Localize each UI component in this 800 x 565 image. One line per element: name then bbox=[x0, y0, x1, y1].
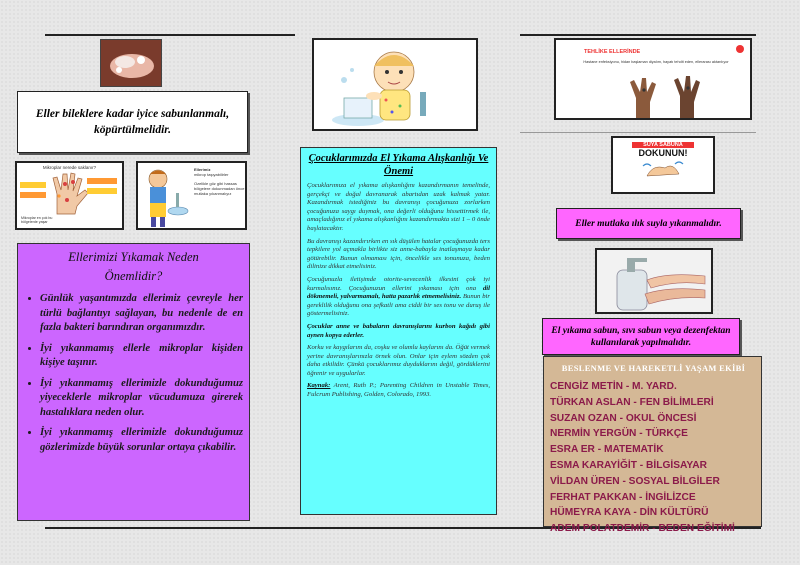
child-washing-illustration bbox=[312, 38, 478, 131]
center-title: Çocuklarımızda El Yıkama Alışkanlığı Ve Önemi bbox=[308, 153, 489, 177]
source-text: Arent, Ruth P.; Parenting Children in Unstable Times, Fulcrum Publishing, Golden, Colorado, 1993. bbox=[307, 382, 490, 399]
boy-thumb-line3: Ozelikle göz gibi hassas bölgelere dokunmadan önce mutlaka yıkanmalıyız bbox=[194, 181, 245, 196]
soap-type-callout bbox=[542, 318, 740, 355]
team-member: VİLDAN ÜREN - SOSYAL BİLGİLER bbox=[550, 475, 720, 487]
center-p4-bold: Çocuklar anne ve babaların davranışlarını kurbon kağıdı gibi aynen kopya ederler. bbox=[307, 322, 490, 339]
poster-title: TEHLİKE ELLERİNDE bbox=[584, 49, 641, 55]
wrist-soap-callout bbox=[17, 91, 248, 153]
warm-water-text: Eller mutlaka ılık suyla yıkanmalıdır. bbox=[575, 218, 722, 229]
danger-hands-poster bbox=[554, 38, 752, 120]
why-wash-panel bbox=[17, 243, 250, 521]
team-member: TÜRKAN ASLAN - FEN BİLİMLERİ bbox=[550, 396, 714, 408]
soap-dispenser-photo bbox=[595, 248, 713, 314]
team-member: SUZAN OZAN - OKUL ÖNCESİ bbox=[550, 412, 697, 424]
why-item: • Günlük yaşantımızda ellerimiz çevreyle her türlü bağlantıyı sağlayan, bu nedenle de en fazla bakteri barındıran organımızdır. bbox=[40, 292, 243, 336]
soap-type-text: El yıkama sabun, sıvı sabun veya dezenfektan kullanılarak yapılmalıdır. bbox=[551, 325, 731, 348]
why-item: • İyi yıkanmamış ellerimizle dokunduğumuz yiyeceklerle mikroplar vücudumuza girerek hastalıklara neden olur. bbox=[40, 377, 243, 421]
center-p3-bold: dil dökmemeli, yalvarmamalı, hatta pazarlık etmemelisiniz. bbox=[307, 284, 490, 301]
team-member: NERMİN YERGÜN - TÜRKÇE bbox=[550, 428, 688, 440]
center-p3-b: Bunun bir gereklilik olduğunu ona şefkatli ama ciddi bir ses tonu ve duruş ile göstermelisiniz. bbox=[307, 293, 491, 318]
center-paragraph: Korku ve kaygılarını da, coşku ve olumlu kaylarını da. Öğüt vermek yerine davranışlarınızla örnek olun. Onlar için eylem sözden çok daha etkilidir. Çünkü çocuklarımız duyduklarını değil, gördüklerini öğrenir ve uygularlar. bbox=[307, 344, 490, 377]
boy-thumb-text bbox=[194, 167, 246, 196]
boy-thumb-line2: mikrop taşıyabilirler bbox=[194, 172, 229, 177]
center-p3-a: Çocuğunuzla iletişimde otorite-sevecenlik ilkesini çok iyi kurmalısınız. Çocuğunuzun ellerini yıkaması için ona bbox=[307, 275, 490, 292]
warm-water-callout bbox=[556, 208, 741, 239]
center-paragraph: Bu davranışı kazandırırken en sık düşülen hatalar çocuğunuzda ters tepkilere yol açmakla birlikte siz anne-babayla inatlaşmaya kadar götürebilir. Bunun olmaması için, öncelikle ses tonunuza, beden dilinize dikkat etmelisiniz. bbox=[307, 237, 490, 271]
team-member: FERHAT PAKKAN - İNGİLİZCE bbox=[550, 491, 696, 503]
center-paragraph bbox=[307, 276, 490, 319]
source-label: Kaynak: bbox=[307, 382, 331, 390]
germ-hand-title: Mikroplar nerede saklanır? bbox=[42, 165, 97, 170]
team-member: ESMA KARAYİĞİT - BİLGİSAYAR bbox=[550, 459, 707, 471]
why-heading-line2: Önemlidir? bbox=[104, 269, 163, 283]
top-rule-left bbox=[45, 34, 295, 36]
team-member: ADEM POLATDEMİR - BEDEN EĞİTİMİ bbox=[550, 523, 735, 535]
poster-logo-icon bbox=[736, 45, 744, 53]
poster-text: Hastane enfeksiyonu, hidan başlaman diyalım, hayatı tehdit eden, ellerarası aktarılıyor bbox=[583, 60, 729, 64]
why-item: • İyi yıkanmamış ellerle mikroplar kişiden kişiye taşınır. bbox=[40, 342, 243, 371]
mid-rule-right bbox=[520, 132, 756, 133]
why-heading-line1: Ellerimizi Yıkamak Neden bbox=[68, 250, 199, 264]
wrist-soap-text: Eller bileklere kadar iyice sabunlanmalı, köpürtülmelidir. bbox=[35, 108, 230, 136]
why-item: • İyi yıkanmamış ellerimizle dokunduğumuz gözlerimizde büyük sorunlar ortaya çıkabilir. bbox=[40, 426, 243, 455]
germ-hand-caption: Mikroplar en çok bu bölgelerde yaşar bbox=[21, 216, 53, 224]
germ-hand-thumbnail bbox=[15, 161, 124, 230]
soap-sign bbox=[611, 136, 715, 194]
soap-hands-photo bbox=[100, 39, 162, 87]
team-member: HÜMEYRA KAYA - DİN KÜLTÜRÜ bbox=[550, 507, 709, 519]
center-source bbox=[307, 382, 490, 399]
team-member: ESRA ER - MATEMATİK bbox=[550, 444, 664, 456]
boy-washing-thumbnail bbox=[136, 161, 247, 230]
why-list bbox=[24, 292, 243, 455]
sign-line1: SUYA SABUNA bbox=[632, 142, 694, 148]
center-paragraph: Çocuklarımıza el yıkama alışkanlığını kazandırmanın temelinde, gerçekçi ve doğal davranarak abartıdan uzak kalmak yatar. Kazandırmak istediğiniz bu davranışı çocuğunuza zorlarken çocuğunuza saygı duymak, ona değerli olduğunu hissettirmek ile, amaçladığınız el yıkama alışkanlığını kazandırmakta sizi 1 – 0 önde başlatacaktır. bbox=[307, 182, 490, 232]
top-rule-right bbox=[520, 34, 756, 36]
center-paragraph bbox=[307, 323, 490, 340]
handwash-habit-panel bbox=[300, 147, 497, 515]
team-panel bbox=[543, 356, 762, 535]
team-member: CENGİZ METİN - M. YARD. bbox=[550, 381, 677, 392]
sign-line2: DOKUNUN! bbox=[638, 148, 688, 158]
team-title: BESLENME VE HAREKETLİ YAŞAM EKİBİ bbox=[561, 363, 746, 373]
boy-thumb-line1: Ellerimiz bbox=[194, 167, 211, 172]
